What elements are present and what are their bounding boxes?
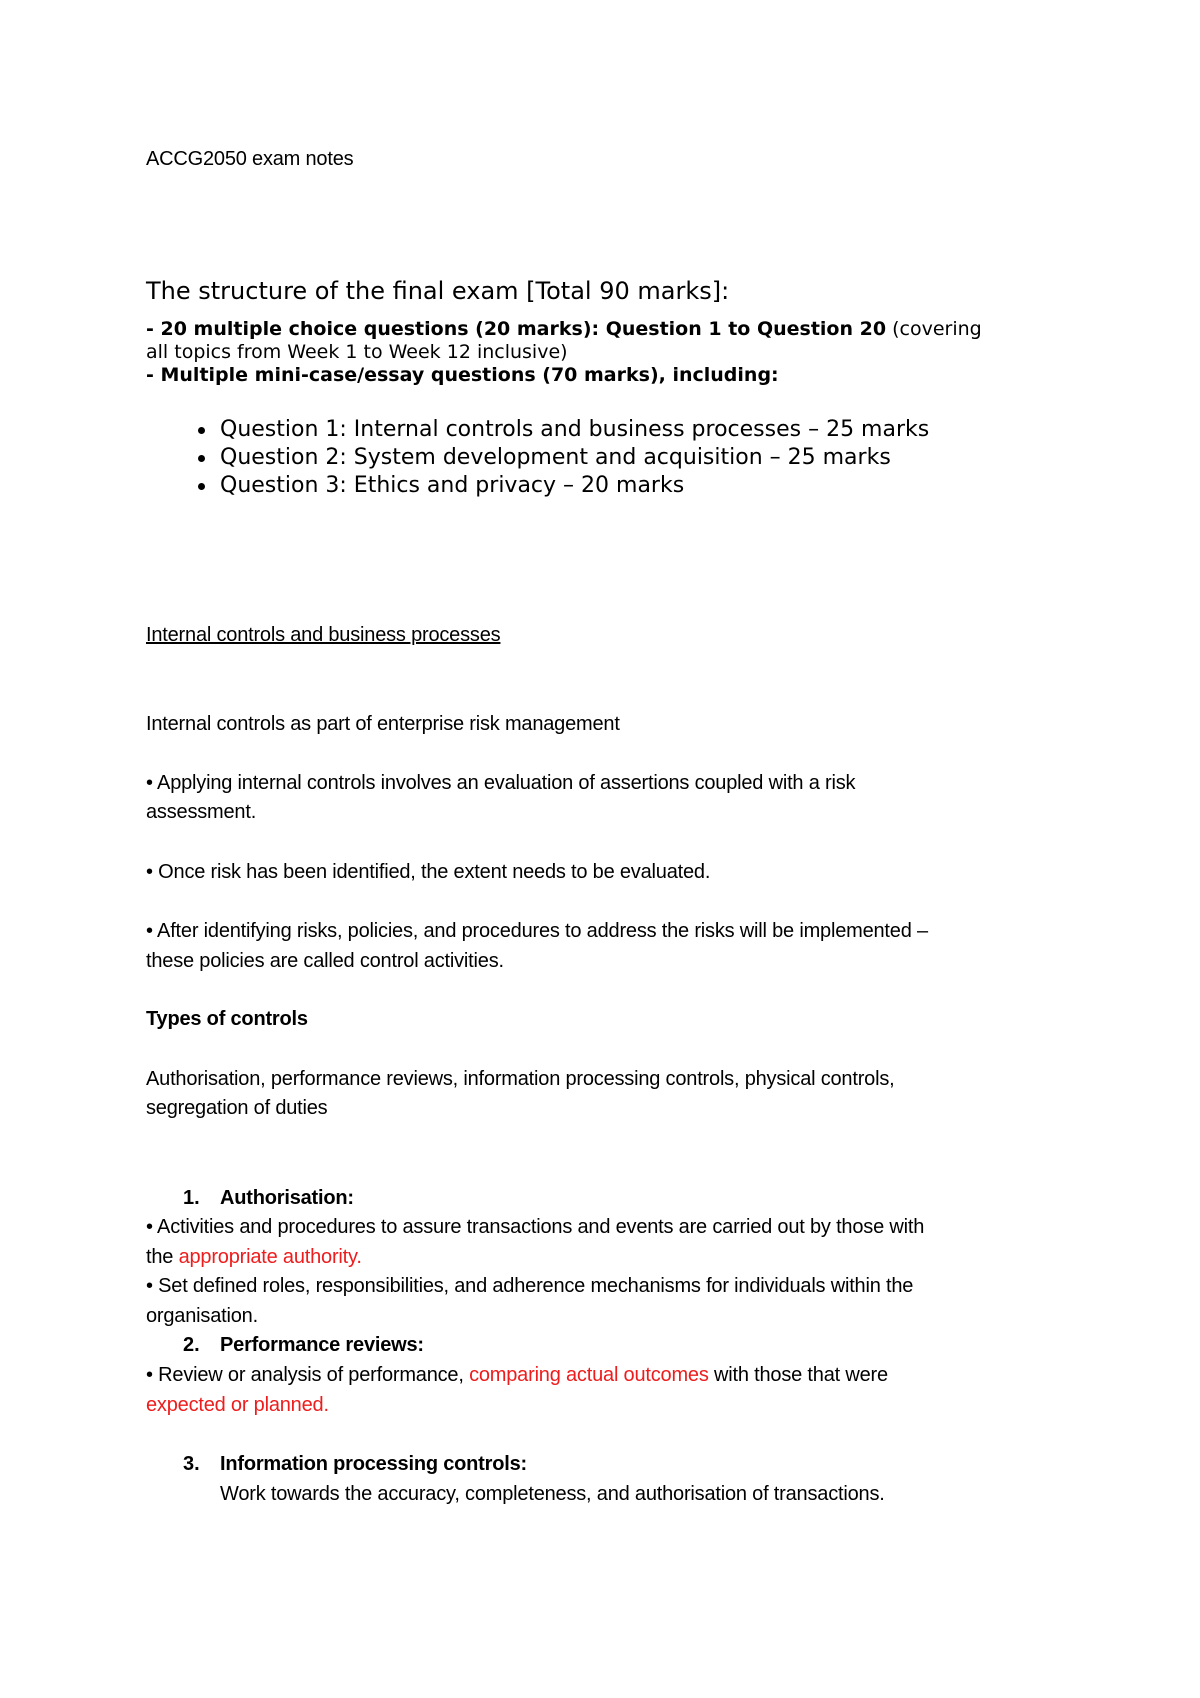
info-processing-text: Work towards the accuracy, completeness, and authorisation of transactions.	[220, 1483, 885, 1505]
performance-bullet-line-1: • Review or analysis of performance, comparing actual outcomes with those that were	[146, 1364, 888, 1386]
authorisation-bullet-2-line-2: organisation.	[146, 1305, 258, 1327]
mcq-line-continued: all topics from Week 1 to Week 12 inclusive)	[146, 341, 568, 363]
types-line-2: segregation of duties	[146, 1097, 328, 1119]
bullet-2: • Once risk has been identified, the extent needs to be evaluated.	[146, 861, 711, 883]
bullet-icon	[198, 483, 205, 490]
authorisation-heading: Authorisation:	[220, 1187, 354, 1209]
list-item: Question 2: System development and acquisition – 25 marks	[190, 444, 929, 472]
list-number: 1.	[183, 1187, 200, 1209]
performance-bullet-line-2: expected or planned.	[146, 1394, 329, 1416]
authorisation-bullet-1-line-1: • Activities and procedures to assure transactions and events are carried out by those with	[146, 1216, 925, 1238]
document-title: ACCG2050 exam notes	[146, 148, 354, 170]
mcq-line	[146, 318, 982, 340]
types-line-1: Authorisation, performance reviews, information processing controls, physical controls,	[146, 1068, 895, 1090]
bullet-1-line-1: • Applying internal controls involves an evaluation of assertions coupled with a risk	[146, 772, 856, 794]
bullet-3-line-1: • After identifying risks, policies, and procedures to address the risks will be implemented –	[146, 920, 928, 942]
section-title: Internal controls and business processes	[146, 624, 501, 646]
highlight-text: comparing actual outcomes	[469, 1364, 709, 1386]
authorisation-bullet-1-line-2: the appropriate authority.	[146, 1246, 362, 1268]
types-heading: Types of controls	[146, 1008, 308, 1030]
highlight-text: appropriate authority.	[178, 1246, 362, 1268]
section-subtitle: Internal controls as part of enterprise risk management	[146, 713, 620, 735]
list-number: 3.	[183, 1453, 200, 1475]
essay-line: - Multiple mini-case/essay questions (70 marks), including:	[146, 364, 779, 386]
info-processing-heading: Information processing controls:	[220, 1453, 527, 1475]
bullet-icon	[198, 427, 205, 434]
list-item: Question 3: Ethics and privacy – 20 marks	[190, 472, 929, 500]
question-list	[190, 416, 929, 500]
performance-heading: Performance reviews:	[220, 1334, 424, 1356]
bullet-1-line-2: assessment.	[146, 801, 257, 823]
authorisation-bullet-2-line-1: • Set defined roles, responsibilities, and adherence mechanisms for individuals within the	[146, 1275, 914, 1297]
exam-structure-heading: The structure of the final exam [Total 90 marks]:	[146, 277, 730, 305]
list-number: 2.	[183, 1334, 200, 1356]
mcq-line-normal: (covering	[886, 318, 982, 340]
bullet-3-line-2: these policies are called control activities.	[146, 950, 504, 972]
bullet-icon	[198, 455, 205, 462]
list-item: Question 1: Internal controls and business processes – 25 marks	[190, 416, 929, 444]
mcq-line-bold: - 20 multiple choice questions (20 marks): Question 1 to Question 20	[146, 318, 887, 340]
